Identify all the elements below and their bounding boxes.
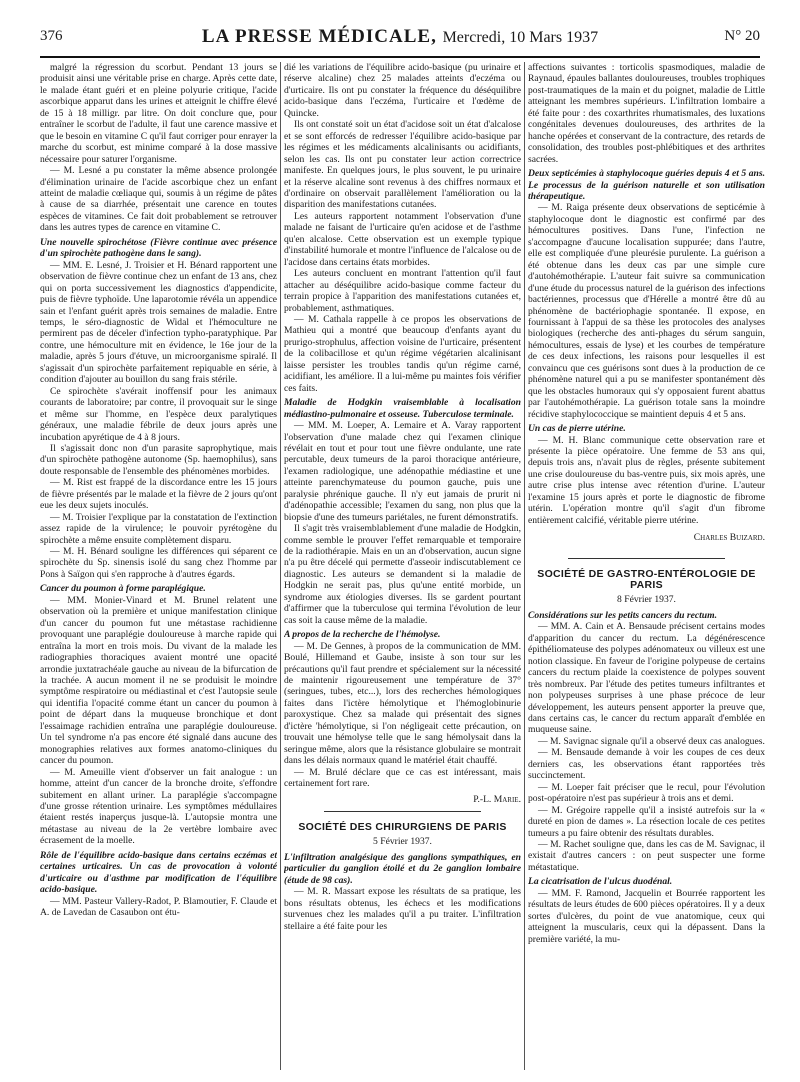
paragraph: Ce spirochète s'avérait inoffensif pour les animaux courants de laboratoire; par contre, il provoquait sur le singe et même sur l'homme, en l'espèce deux paralytiques généraux, une maladie fébrile de deux jours après une incubation apyrétique de 4 à 8 jours. [40,385,277,443]
paragraph: — M. Troisier l'explique par la constatation de l'extinction assez rapide de la virulence; le pouvoir pyrétogène du spirochète a même ensuite complètement disparu. [40,511,277,546]
author-signature: P.-L. Marie. [473,793,521,805]
article-columns [40,62,765,1070]
column-3 [528,62,765,1070]
section-divider [568,558,725,559]
paragraph: — MM. F. Ramond, Jacquelin et Bourrée rapportent les résultats de leurs études de 600 pièces opératoires. Il y a deux sortes d'ulcères, du point de vue anatomique, ceux qui atteignent la muscularis, ceux qui la dépassent. Dans la première variété, la mu- [528,887,765,945]
paragraph: — MM. M. Loeper, A. Lemaire et A. Varay rapportent l'observation d'une malade chez qui l'examen clinique révélait en tout et pour tout une fièvre ondulante, une rate percutable, deux tumeurs de la paroi thoracique antérieure, l'examen radiologique, une adénopathie médiastine et une atteinte parenchymateuse du poumon gauche, puis une paralysie phrénique gauche. Il n'y eut jamais de prurit ni d'adénopathie accessible; l'examen du sang, non plus que la biopsie d'une des tumeurs pariétales, ne furent démonstratifs. [284,420,521,523]
paragraph: — M. Loeper fait préciser que le recul, pour l'évolution post-opératoire n'est pas supérieur à trois ans et demi. [528,781,765,805]
article-heading: Considérations sur les petits cancers du rectum. [528,609,717,621]
paragraph: — M. H. Blanc communique cette observation rare et présente la pièce opératoire. Une femme de 53 ans qui, depuis trois ans, n'avait plus de règles, présente subitement une crise douloureuse du bas-ventre puis, six mois après, une autre crise plus intense avec rétention d'urine. L'auteur l'examine 15 jours après et porte le diagnostic de fibrome utérin. L'opération montre qu'il s'agit d'un fibrome entièrement calcifié, véritable pierre utérine. [528,434,765,526]
article-heading: Cancer du poumon à forme paraplégique. [40,583,206,595]
journal-title: LA PRESSE MÉDICALE, [201,26,437,47]
section-divider [324,811,481,812]
journal-title-line [40,26,760,48]
article-heading: La cicatrisation de l'ulcus duodénal. [528,876,673,888]
article-heading: Maladie de Hodgkin vraisemblable à localisation médiastino-pulmonaire et osseuse. Tuberculose terminale. [284,397,521,420]
column-rule [524,62,525,1070]
paragraph: — M. Raiga présente deux observations de septicémie à staphylocoque dont le diagnostic est confirmé par des hémocultures positives. Dans l'une, l'infection ne s'accompagne d'aucune localisation suppurée; dans l'autre, elle est compliquée d'une pleurésie purulente. La guérison a été obtenue dans les deux cas par une simple cure d'autohémothérapie. L'auteur fait suivre sa communication d'une étude du processus naturel de la guérison des infections bactériennes, processus que d'Hérelle a montré être dû au phénomène de bactériophagie spontanée. Il expose, en fournissant à l'appui de sa thèse les protocoles des analyses biologiques (recherche des anti-phages du sérum sanguin, hémocultures, essais de lyse) et les courbes de température de ces deux infections, les raisons pour lesquelles il est convaincu que ces guérisons sont dues à la production de ce phénomène naturel qui a pu se manifester spontanément dès que les obstacles humoraux qui s'y opposaient furent abattus par l'autohémothérapie. La guérison totale sans la moindre récidive staphylococcique se maintient depuis 4 et 5 ans. [528,202,765,420]
paragraph: Il s'agissait donc non d'un parasite saprophytique, mais d'un spirochète pathogène autonome (Sp. haemophilus), sans doute responsable de l'ensemble des phénomènes morbides. [40,442,277,477]
paragraph: — M. Rist est frappé de la discordance entre les 15 jours de fièvre présentés par le malade et la fièvre de 2 jours qu'ont eue les deux sujets inoculés. [40,477,277,512]
paragraph: — M. Lesné a pu constater la même absence prolongée d'élimination urinaire de l'acide ascorbique chez un enfant atteint de maladie cœliaque qui, soumis à un régime de pâtes à cause de sa diarrhée, présentait une carence en toutes espèces de vitamines. Ce fait doit probablement se retrouver dans les autres types de carence en vitamine C. [40,165,277,234]
paragraph: — M. Ameuille vient d'observer un fait analogue : un homme, atteint d'un cancer de la bronche droite, s'effondre subitement en allant uriner. La paraplégie s'accompagne d'une grosse rétention urinaire. Les symptômes médullaires étaient restés inaperçus jusque-là. L'autopsie montra une métastase au niveau de la 2e vertèbre lombaire avec écrasement de la moelle. [40,766,277,847]
paragraph: — M. Rachet souligne que, dans les cas de M. Savignac, il existait d'autres cancers : on peut suspecter une forme métastatique. [528,839,765,873]
paragraph: — MM. Monier-Vinard et M. Brunel relatent une observation où la première et unique manifestation clinique d'un cancer du poumon fut une métastase rachidienne provoquant une paraplégie douloureuse à marche rapide qui entraîna la mort en trois mois. Du vivant de la malade les radiographies thoraciques avaient montré une opacité arrondie juxtatrachéale gauche au niveau de la bifurcation de la trachée. A aucun moment il ne se produisit le moindre symptôme respiratoire ou médiastinal et c'est l'autopsie seule qui identifia l'opacité comme étant un cancer du poumon à point de départ dans la muqueuse bronchique et dont l'essaimage rachidien entraîna une paraplégie douloureuse. Un tel syndrome n'a pas encore été signalé dans aucune des monographies relatives aux formes anatomo-cliniques du cancer du poumon. [40,594,277,767]
paragraph: Les auteurs concluent en montrant l'attention qu'il faut attacher au déséquilibre acido-basique comme facteur du terrain propice à l'apparition des manifestations cutanées et, probablement, asthmatiques. [284,268,521,314]
article-heading: L'infiltration analgésique des ganglions sympathiques, en particulier du ganglion étoilé et du 2e ganglion lombaire (étude de 98 cas). [284,851,521,886]
section-title: SOCIÉTÉ DES CHIRURGIENS DE PARIS [298,821,507,833]
paragraph: — M. H. Bénard souligne les différences qui séparent ce spirochète du Sp. sinensis isolé du sang chez l'homme par Pons à Saïgon qui s'en rapproche à d'autres égards. [40,546,277,580]
author-signature: Charles Buizard. [693,532,765,544]
paragraph: — M. Cathala rappelle à ce propos les observations de Mathieu qui a montré que beaucoup d'enfants ayant du prurigo-strophulus, affection voisine de l'urticaire, présentent de la colibacillose et qu'un régime végétarien alcalinisant laisse persister les troubles tandis qu'un régime carné, acidifiant, les améliore. Il a lui-même pu maintes fois vérifier ces faits. [284,313,521,394]
paragraph: — M. Brulé déclare que ce cas est intéressant, mais certainement fort rare. [284,766,521,790]
paragraph: — M. De Gennes, à propos de la communication de MM. Boulé, Hillemand et Gaube, insiste à son tour sur les précautions qu'il faut prendre et spécialement sur la nécessité de maintenir rigoureusement une température de 37° (seringues, tubes, etc...), lors des recherches hémologiques faites dans l'ictère hémolytique et l'hémoglobinurie paroxystique. Chez sa malade qui présentait des signes d'ictère 'hémolytique, si l'on négligeait cette précaution, on trouvait une hémolyse telle que le sang hémolysait dans la seringue même, alors que la résistance globulaire se montrait dans les délais normaux quand le matériel était chauffé. [284,640,521,767]
paragraph: affections suivantes : torticolis spasmodiques, maladie de Raynaud, épaules ballantes douloureuses, troubles trophiques post-traumatiques de la main et du poignet, maladie de Little atteignant les membres supérieurs. L'infiltration lombaire a été faite pour : des coxarthrites rhumatismales, des luxations congénitales devenues douloureuses, des arthrites de la hanche opérées et conservant de la contracture, des retards de consolidation, des troubles post-phlébitiques et des arthrites sacrées. [528,62,765,165]
paragraph: — MM. A. Cain et A. Bensaude précisent certains modes d'apparition du cancer du rectum. La dégénérescence épithéliomateuse des polypes adénomateux ou villeux est une notion classique. En faveur de l'origine polypeuse de certains cancers du rectum plaide la coexistence de polypes souvent très nombreux. Par l'étude des petites tumeurs infiltrantes et non polypeuses surprises à une phase précoce de leur développement, les auteurs pensent apporter la preuve que, dans certains cas, le cancer du rectum apparaît d'emblée en muqueuse saine. [528,621,765,736]
paragraph: — MM. Pasteur Vallery-Radot, P. Blamoutier, F. Claude et A. de Lavedan de Casaubon ont étu- [40,895,277,919]
column-2 [284,62,521,1070]
paragraph: — M. Bensaude demande à voir les coupes de ces deux derniers cas, les observations étant rapportées très succinctement. [528,747,765,782]
paragraph: Ils ont constaté soit un état d'acidose soit un état d'alcalose et se sont efforcés de redresser l'équilibre acido-basique par les régimes et les médicaments alcalinisants ou acidifiants, selon les cas. Ils ont pu constater leur action correctrice manifeste. En quelques jours, le plus souvent, le pu urinaire et la réserve alcaline sont revenus à des chiffres normaux et d'ordinaire on observait parallèlement l'amélioration ou la disparition des manifestations cutanées. [284,119,521,211]
page-header [40,22,760,58]
paragraph: Il s'agit très vraisemblablement d'une maladie de Hodgkin, comme semble le prouver l'effet remarquable et temporaire de la radiothérapie. Mais en un an d'observation, aucun signe n'a pu être décelé qui permette d'asseoir indiscutablement ce diagnostic. Les auteurs se demandent si la maladie de Hodgkin ne serait pas, plus qu'une entité morbide, un syndrome aux étiologies diverses. Ils se gardent pourtant d'affirmer que la tuberculose qui termina l'évolution de leur cas soit la cause même de la maladie. [284,523,521,626]
paragraph: dié les variations de l'équilibre acido-basique (pu urinaire et réserve alcaline) chez 25 malades atteints d'eczéma ou d'urticaire. Ils ont pu constater la fréquence du déséquilibre acido-basique dans l'eczéma, l'urticaire et l'œdème de Quincke. [284,62,521,119]
article-heading: Deux septicémies à staphylocoque guéries depuis 4 et 5 ans. Le processus de la guérison naturelle et son utilisation thérapeutique. [528,168,765,202]
issue-number: N° 20 [724,28,760,44]
paragraph: — M. Grégoire rappelle qu'il a insisté autrefois sur la « dureté en pion de dames ». La résection locale de ces petites tumeurs a pu faire obtenir des résultats durables. [528,804,765,839]
article-heading: Rôle de l'équilibre acido-basique dans certains eczémas et certaines urticaires. Un cas de provocation à volonté d'urticaire ou d'asthme par modification de l'équilibre acido-basique. [40,849,277,896]
paragraph: — M. Savignac signale qu'il a observé deux cas analogues. [538,735,765,747]
section-date: 8 Février 1937. [617,594,676,606]
section-title: SOCIÉTÉ DE GASTRO-ENTÉROLOGIE DE PARIS [537,567,756,592]
paragraph: malgré la régression du scorbut. Pendant 13 jours se produisit ainsi une véritable prise en charge. Après cette date, le malade étant guéri et en pleine polyurie critique, l'acide ascorbique apparut dans les urines et atteignit le chiffre élevé de 15 à 18 milligr. par litre. On doit conclure que, pour entraîner le scorbut de l'adulte, il faut une carence massive et que le besoin en vitamine C qu'il faut corriger pour enrayer la marche du scorbut, est minime comparé à la dose massive nécessaire pour saturer l'organisme. [40,62,277,165]
article-heading: Une nouvelle spirochétose (Fièvre continue avec présence d'un spirochète pathogène dans le sang). [40,236,277,260]
page-number: 376 [40,28,63,44]
issue-date: Mercredi, 10 Mars 1937 [442,29,599,46]
section-date: 5 Février 1937. [373,836,432,848]
paragraph: — M. R. Massart expose les résultats de sa pratique, les bons résultats obtenus, les échecs et les modifications survenues chez les malades qu'il a pu traiter. L'infiltration stellaire a été faite pour les [284,886,521,932]
article-heading: Un cas de pierre utérine. [528,423,626,435]
column-rule [280,62,281,1070]
article-heading: A propos de la recherche de l'hémolyse. [284,629,441,641]
paragraph: Les auteurs rapportent notamment l'observation d'une malade ne faisant de l'urticaire qu'en acidose et de l'asthme qu'en alcalose. Cette observation est un exemple typique d'instabilité humorale et montre l'influence de l'alcalose ou de l'acidose dans certains états morbides. [284,210,521,268]
paragraph: — MM. E. Lesné, J. Troisier et H. Bénard rapportent une observation de fièvre continue chez un enfant de 13 ans, chez qui on porta successivement les diagnostics d'appendicite, puis de fièvre typhoïde. Une laparotomie révéla un appendice sain et l'enfant guérit après trois semaines de maladie. Entre temps, le séro-diagnostic de Widal et l'hémoculture ne permirent pas de déceler d'infection typho-paratyphique. Par contre, une hémoculture mit en évidence, le 16e jour de la maladie, après 5 jours d'étuve, un microorganisme spiralé. Il s'agissait d'un spirochète parfaitement repiquable en série, à condition d'ajouter au bouillon du sang frais stérile. [40,259,277,386]
column-1 [40,62,277,1070]
